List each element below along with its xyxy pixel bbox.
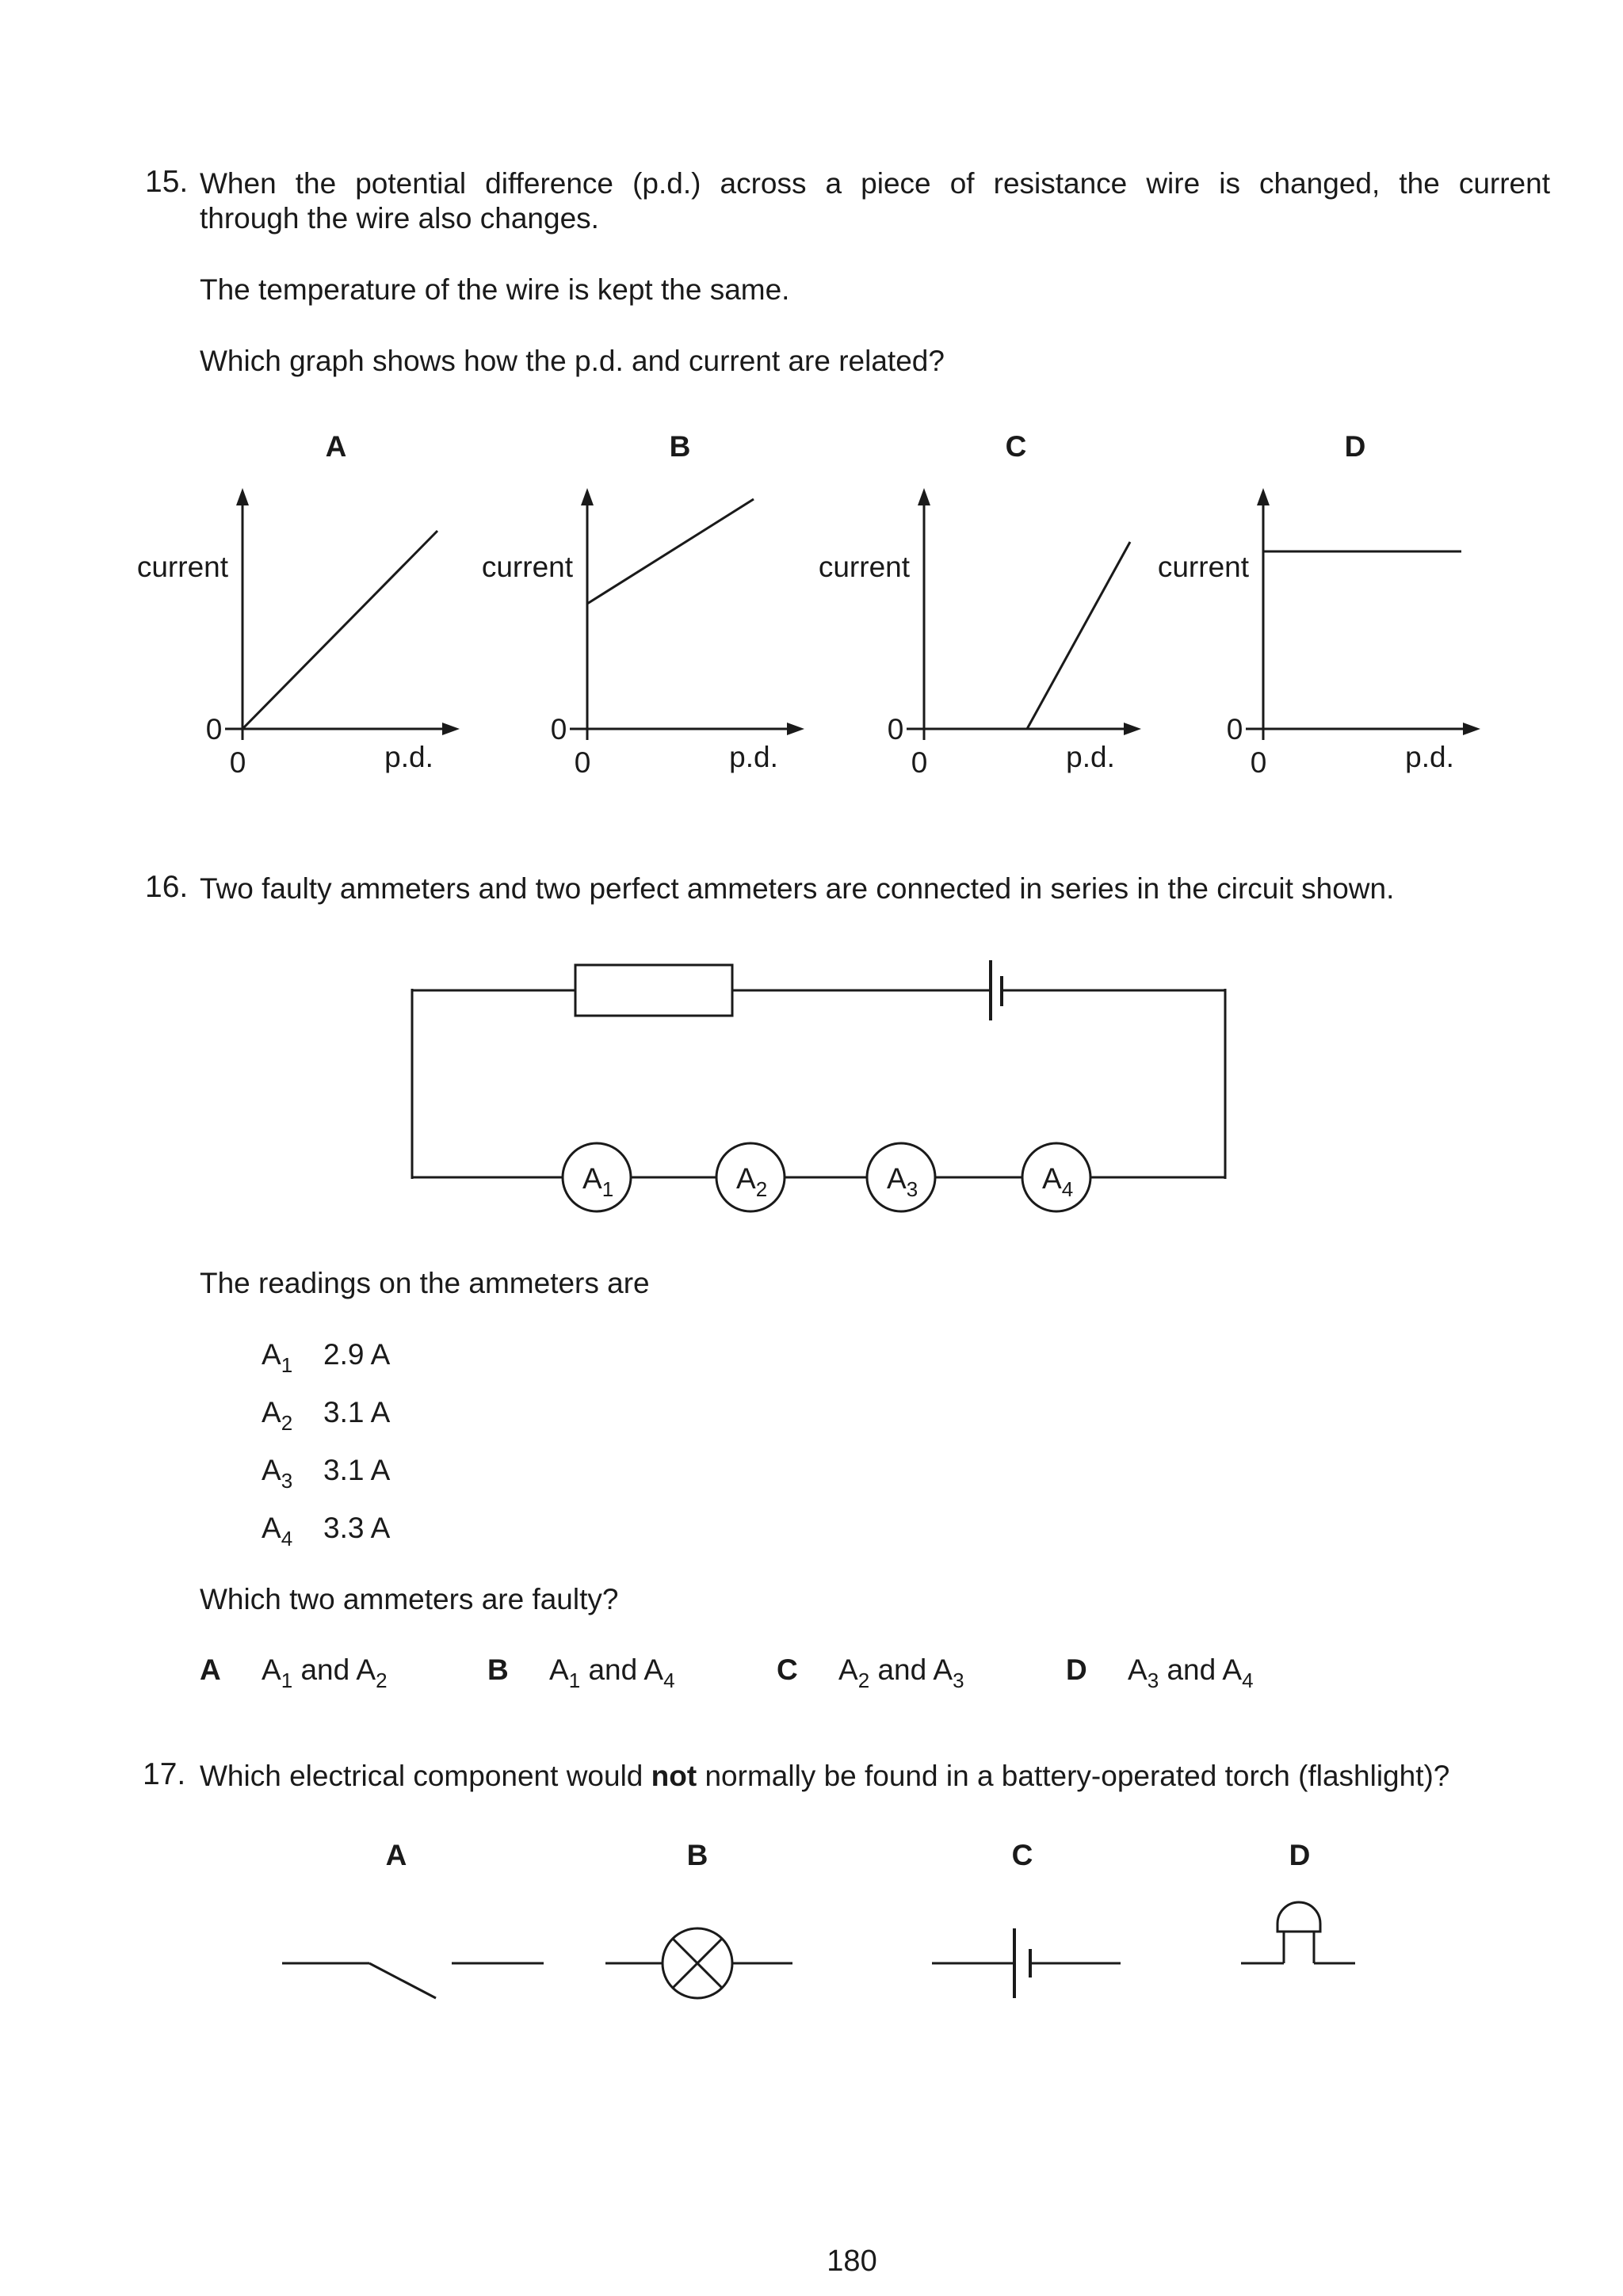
reading-meter: $A_4$	[262, 1512, 293, 1550]
component-letter: B	[686, 1839, 708, 1871]
y-axis-arrow	[581, 488, 594, 505]
y-axis-arrow	[1257, 488, 1270, 505]
reading-value: 3.1 A	[323, 1454, 391, 1486]
resistor	[575, 965, 732, 1016]
ammeter-1-label: $A_1$	[582, 1162, 614, 1201]
y-axis-arrow	[236, 488, 249, 505]
ammeter-4-label: $A_4$	[1042, 1162, 1074, 1201]
graph-letter: A	[325, 430, 347, 463]
component-letter: C	[1011, 1839, 1033, 1871]
y-axis-label: current	[818, 551, 910, 583]
reading-row	[262, 1395, 391, 1435]
reading-meter: $A_2$	[262, 1396, 293, 1435]
reading-meter: $A_1$	[262, 1338, 293, 1377]
reading-value: 2.9 A	[323, 1338, 391, 1371]
graph-line	[1027, 542, 1130, 729]
q16-question: Which two ammeters are faulty?	[200, 1583, 619, 1615]
graph-letter: B	[669, 430, 691, 463]
switch-open-icon	[282, 1963, 544, 1998]
q15-stem-line1: When the potential difference (p.d.) across a piece of resistance wire is changed, the current	[200, 167, 1550, 200]
reading-row	[262, 1453, 391, 1493]
y-origin-label: 0	[205, 713, 223, 746]
option-letter: B	[487, 1653, 509, 1686]
reading-value: 3.3 A	[323, 1512, 391, 1544]
x-origin-label: 0	[574, 746, 591, 779]
answer-option-a: A $A_1$ and $A_2$	[200, 1653, 388, 1692]
component-letter: D	[1289, 1839, 1311, 1871]
q17-stem: Which electrical component would not normally be found in a battery-operated torch (flashlight)?	[200, 1760, 1450, 1792]
option-letter: D	[1066, 1653, 1087, 1686]
x-axis-arrow	[1124, 723, 1141, 735]
q15-question: Which graph shows how the p.d. and current are related?	[200, 345, 945, 377]
reading-row	[262, 1337, 391, 1377]
ammeter-3-label: $A_3$	[887, 1162, 918, 1201]
x-axis-label: p.d.	[384, 741, 433, 773]
answer-option-c: C $A_2$ and $A_3$	[777, 1653, 964, 1692]
x-origin-label: 0	[911, 746, 928, 779]
answer-option-d: D $A_3$ and $A_4$	[1066, 1653, 1254, 1692]
reading-meter: $A_3$	[262, 1454, 293, 1493]
answer-option-b: B $A_1$ and $A_4$	[487, 1653, 675, 1692]
ammeter-2-label: $A_2$	[736, 1162, 768, 1201]
graph-letter: C	[1005, 430, 1027, 463]
y-origin-label: 0	[550, 713, 567, 746]
option-letter: A	[200, 1653, 221, 1686]
x-axis-arrow	[787, 723, 804, 735]
reading-value: 3.1 A	[323, 1396, 391, 1428]
option-letter: C	[777, 1653, 798, 1686]
lamp-icon	[605, 1928, 792, 1998]
q15-stem-line2: through the wire also changes.	[200, 202, 599, 235]
q15-number: 15.	[145, 165, 189, 199]
x-origin-label: 0	[229, 746, 246, 779]
bell-icon	[1241, 1902, 1355, 1963]
x-axis-arrow	[442, 723, 460, 735]
page-number: 180	[827, 2245, 877, 2278]
reading-row	[262, 1511, 391, 1550]
graph-c	[816, 420, 1149, 792]
graph-d	[1155, 420, 1488, 792]
readings-intro: The readings on the ammeters are	[200, 1267, 650, 1299]
q16-stem: Two faulty ammeters and two perfect ammeters are connected in series in the circuit shown.	[200, 872, 1395, 905]
graph-a	[135, 420, 468, 792]
x-axis-label: p.d.	[1405, 741, 1454, 773]
y-axis-label: current	[481, 551, 573, 583]
x-axis-label: p.d.	[1066, 741, 1115, 773]
y-axis-label: current	[136, 551, 228, 583]
y-origin-label: 0	[887, 713, 904, 746]
graph-b	[479, 420, 812, 792]
q16-number: 16.	[145, 870, 189, 904]
circuit-diagram	[0, 935, 1623, 1236]
y-origin-label: 0	[1226, 713, 1243, 746]
graph-letter: D	[1344, 430, 1366, 463]
cell-icon	[932, 1928, 1121, 1998]
q17-number: 17.	[143, 1757, 186, 1791]
x-axis-arrow	[1463, 723, 1480, 735]
x-axis-label: p.d.	[729, 741, 778, 773]
components-row	[0, 1830, 1623, 2028]
y-axis-arrow	[918, 488, 930, 505]
graph-line	[587, 499, 754, 604]
component-letter: A	[385, 1839, 407, 1871]
q15-stem-line3: The temperature of the wire is kept the same.	[200, 273, 790, 306]
x-origin-label: 0	[1250, 746, 1267, 779]
y-axis-label: current	[1157, 551, 1249, 583]
graph-line	[242, 531, 437, 729]
